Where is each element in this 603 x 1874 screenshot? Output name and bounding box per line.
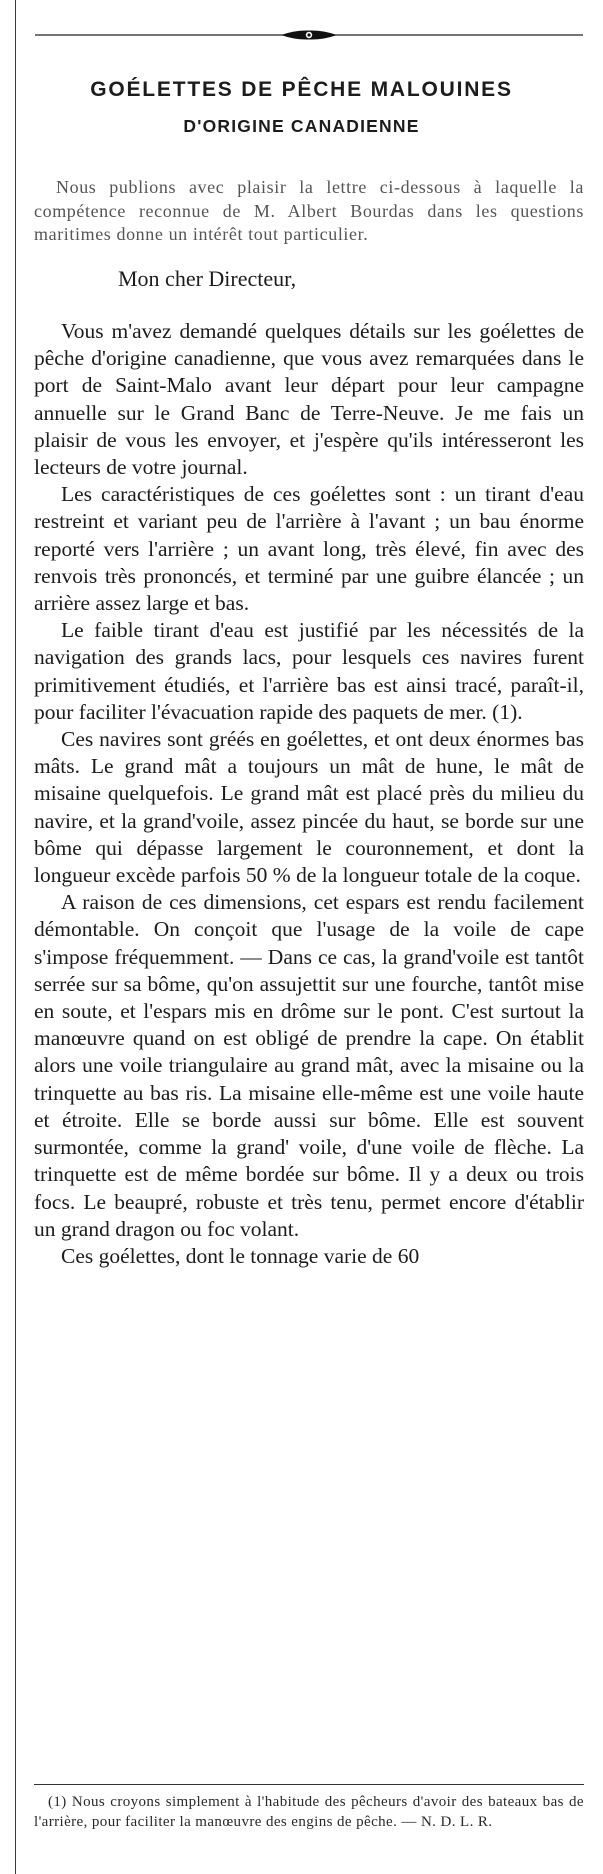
paragraph: Ces goélettes, dont le tonnage varie de 60 (61, 1243, 420, 1268)
letter-body (34, 318, 584, 1270)
article-title: GOÉLETTES DE PÊCHE MALOUINES (90, 78, 513, 101)
paragraph: A raison de ces dimensions, cet espars est rendu facilement démontable. On conçoit que l'usage de la voile de cape s'impose fréquemment. — Dans ce cas, la grand'voile est tantôt serrée sur sa bôme, qu'on assujettit sur une fourche, tantôt mise en soute, et l'espars mis en drôme sur le pont. C'est surtout la manœuvre quand on est obligé de prendre la cape. On établit alors une voile triangulaire au grand mât, avec la misaine ou la trinquette au bas ris. La misaine elle-même est une voile haute et étroite. Elle se borde aussi sur bôme. Elle est souvent surmontée, comme la grand' voile, d'une voile de flèche. La trinquette est de même bordée sur bôme. Il y a deux ou trois focs. Le beaupré, robuste et très tenu, permet encore d'établir un grand dragon ou foc volant. (34, 890, 584, 1241)
paragraph: Ces navires sont gréés en goélettes, et ont deux énormes bas mâts. Le grand mât a toujours un mât de hune, le mât de misaine quelquefois. Le grand mât est placé près du milieu du navire, et la grand'voile, assez pincée du haut, se borde sur une bôme qui dépasse largement le couronnement, et dont la longueur excède parfois 50 % de la longueur totale de la coque. (34, 727, 584, 888)
header-ornament (35, 30, 583, 40)
letter-salutation: Mon cher Directeur, (118, 266, 297, 291)
paragraph: Le faible tirant d'eau est justifié par les nécessités de la navigation des grands lacs, pour lesquels ces navires furent primitivement étudiés, et l'arrière bas est ainsi tracé, paraît-il, pour faciliter l'évacuation rapide des paquets de mer. (1). (34, 618, 584, 724)
article-subtitle: D'ORIGINE CANADIENNE (183, 116, 420, 136)
paragraph: Vous m'avez demandé quelques détails sur les goélettes de pêche d'origine canadienne, que vous avez remarquées dans le port de Saint-Malo avant leur départ pour leur campagne annuelle sur le Grand Banc de Terre-Neuve. Je me fais un plaisir de vous les envoyer, et j'espère qu'ils intéresseront les lecteurs de votre journal. (34, 319, 584, 480)
footnote-divider (34, 1784, 584, 1785)
paragraph: Les caractéristiques de ces goélettes sont : un tirant d'eau restreint et variant peu de l'arrière à l'avant ; un bau énorme reporté vers l'arrière ; un avant long, très élevé, fin avec des renvois très prononcés, et terminé par une guibre élancée ; un arrière assez large et bas. (34, 482, 584, 616)
left-margin-rule (15, 0, 16, 1874)
footnote: (1) Nous croyons simplement à l'habitude des pêcheurs d'avoir des bateaux bas de l'arrière, pour faciliter la manœuvre des engins de pêche. — N. D. L. R. (34, 1794, 584, 1830)
editor-intro: Nous publions avec plaisir la lettre ci-dessous à laquelle la compétence reconnue de M. Albert Bourdas dans les questions maritimes donne un intérêt tout particulier. (34, 177, 584, 244)
